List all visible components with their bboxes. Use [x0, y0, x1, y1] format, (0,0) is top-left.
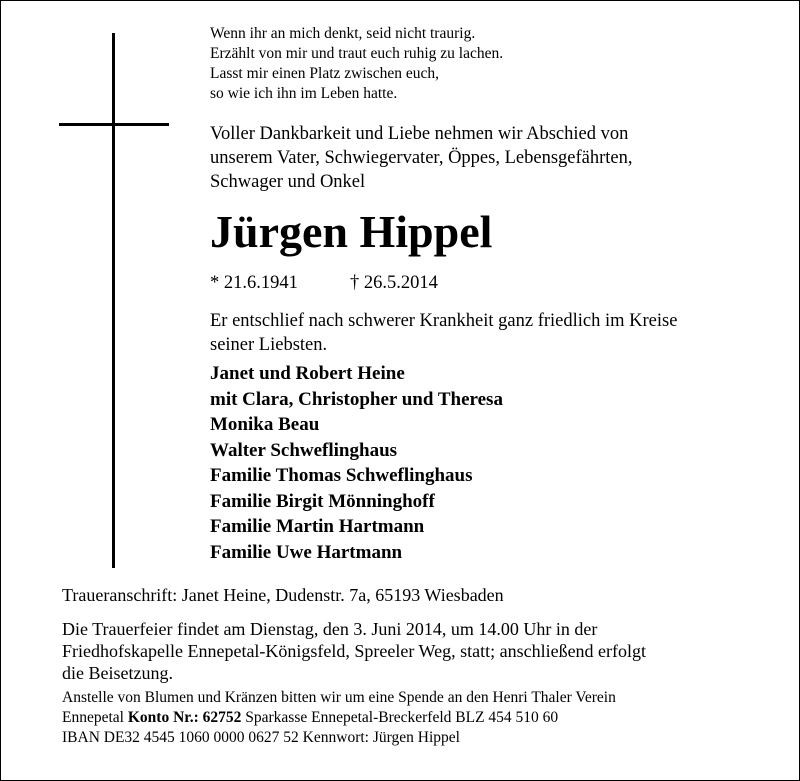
donation-info: [62, 688, 616, 748]
mourning-address: Traueranschrift: Janet Heine, Dudenstr. 7a, 65193 Wiesbaden: [62, 585, 504, 605]
mourner-entry: Familie Birgit Mönninghoff: [210, 490, 435, 512]
mourner-entry: Walter Schweflinghaus: [210, 439, 398, 461]
mourner-entry: Familie Uwe Hartmann: [210, 541, 403, 563]
mourner-entry: Familie Martin Hartmann: [210, 516, 425, 537]
life-dates: [210, 271, 438, 295]
mourner-entry: Janet und Robert Heine: [210, 363, 405, 384]
bank-details: Sparkasse Ennepetal-Breckerfeld BLZ 454 510 60: [241, 709, 559, 726]
deceased-name: Jürgen Hippel: [210, 206, 493, 257]
poem-line: Lasst mir einen Platz zwischen euch,: [210, 65, 439, 82]
konto-number: 62752: [202, 709, 242, 726]
poem-line: Wenn ihr an mich denkt, seid nicht traurig.: [210, 25, 476, 42]
poem: [210, 24, 503, 104]
poem-line: Erzählt von mir und traut euch ruhig zu lachen.: [210, 45, 504, 62]
service-line: Friedhofskapelle Ennepetal-Königsfeld, Spreeler Weg, statt; anschließend erfolgt: [62, 641, 647, 661]
mourner-entry: Familie Thomas Schweflinghaus: [210, 465, 473, 486]
donation-line: [62, 708, 616, 728]
donation-line: IBAN DE32 4545 1060 0000 0627 52 Kennwort: Jürgen Hippel: [62, 729, 460, 746]
intro-line: Voller Dankbarkeit und Liebe nehmen wir Abschied von: [210, 124, 629, 144]
mourner-entry: mit Clara, Christopher und Theresa: [210, 388, 503, 410]
mourners-list: [210, 361, 503, 565]
konto-label: Konto Nr.:: [127, 709, 199, 726]
cross-vertical-bar: [112, 33, 115, 568]
intro-line: Schwager und Onkel: [210, 172, 366, 192]
service-line: Die Trauerfeier findet am Dienstag, den 3. Juni 2014, um 14.00 Uhr in der: [62, 619, 598, 639]
intro-text: [210, 122, 632, 194]
mourner-entry: Monika Beau: [210, 414, 320, 435]
death-date: † 26.5.2014: [350, 273, 438, 293]
birth-date: * 21.6.1941: [210, 273, 298, 293]
poem-line: so wie ich ihn im Leben hatte.: [210, 85, 398, 102]
funeral-service-info: [62, 618, 646, 684]
service-line: die Beisetzung.: [62, 663, 173, 683]
passing-line: Er entschlief nach schwerer Krankheit ganz friedlich im Kreise: [210, 311, 678, 331]
cross-horizontal-bar: [59, 123, 169, 126]
passing-text: [210, 309, 677, 357]
donation-line: Anstelle von Blumen und Kränzen bitten wir um eine Spende an den Henri Thaler Verein: [62, 689, 616, 706]
passing-line: seiner Liebsten.: [210, 335, 328, 355]
donation-prefix: Ennepetal: [62, 709, 128, 726]
intro-line: unserem Vater, Schwiegervater, Öppes, Lebensgefährten,: [210, 148, 633, 168]
